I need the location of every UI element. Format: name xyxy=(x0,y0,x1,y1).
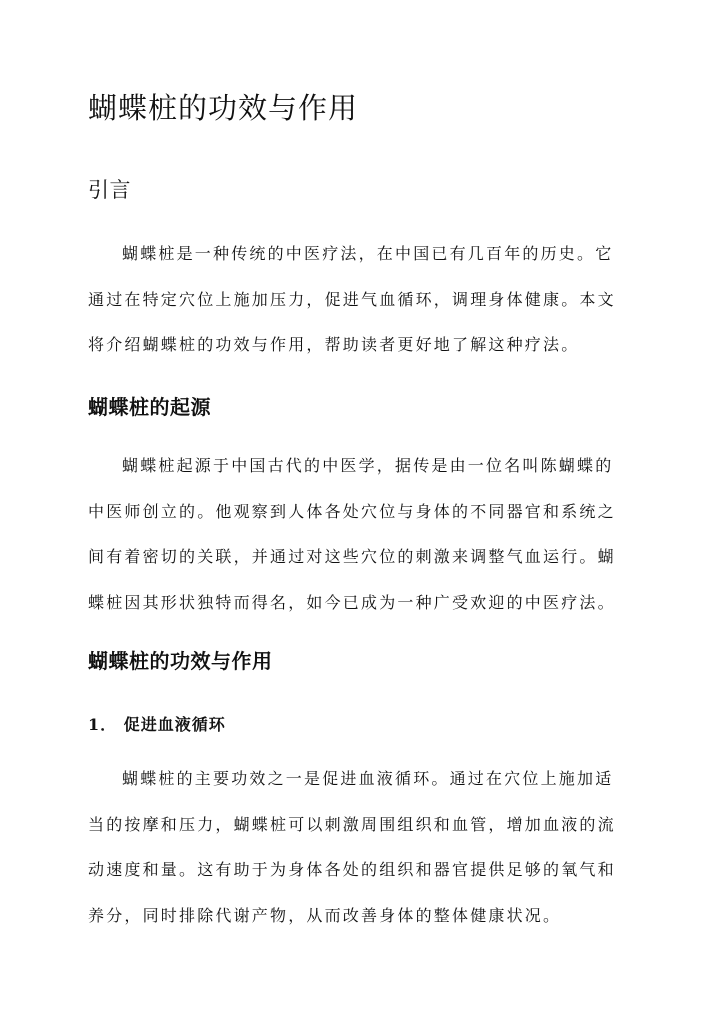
paragraph-line: 动速度和量。这有助于为身体各处的组织和器官提供足够的氧气和 xyxy=(88,860,616,879)
section-heading-origin: 蝴蝶桩的起源 xyxy=(88,395,211,419)
paragraph-line: 蝴蝶桩的主要功效之一是促进血液循环。通过在穴位上施加适 xyxy=(122,769,614,788)
origin-paragraph xyxy=(88,443,636,625)
paragraph-line: 养分，同时排除代谢产物，从而改善身体的整体健康状况。 xyxy=(88,905,562,925)
page-title: 蝴蝶桩的功效与作用 xyxy=(88,91,359,125)
paragraph-line: 蝴蝶桩起源于中国古代的中医学，据传是由一位名叫陈蝴蝶的 xyxy=(122,456,614,475)
paragraph-line: 中医师创立的。他观察到人体各处穴位与身体的不同器官和系统之 xyxy=(88,501,616,521)
section-heading-intro: 引言 xyxy=(88,178,131,202)
paragraph-line: 蝶桩因其形状独特而得名，如今已成为一种广受欢迎的中医疗法。 xyxy=(88,592,616,612)
paragraph-line: 间有着密切的关联，并通过对这些穴位的刺激来调整气血运行。蝴 xyxy=(88,547,616,566)
subsection-heading-circulation: 1． 促进血液循环 xyxy=(88,715,226,734)
paragraph-line: 蝴蝶桩是一种传统的中医疗法，在中国已有几百年的历史。它 xyxy=(122,244,614,263)
paragraph-line: 将介绍蝴蝶桩的功效与作用，帮助读者更好地了解这种疗法。 xyxy=(88,335,580,354)
intro-paragraph xyxy=(88,231,636,368)
circulation-paragraph xyxy=(88,756,636,938)
paragraph-line: 通过在特定穴位上施加压力，促进气血循环，调理身体健康。本文 xyxy=(88,289,616,309)
paragraph-line: 当的按摩和压力，蝴蝶桩可以刺激周围组织和血管，增加血液的流 xyxy=(88,814,616,834)
section-heading-benefits: 蝴蝶桩的功效与作用 xyxy=(88,649,273,673)
